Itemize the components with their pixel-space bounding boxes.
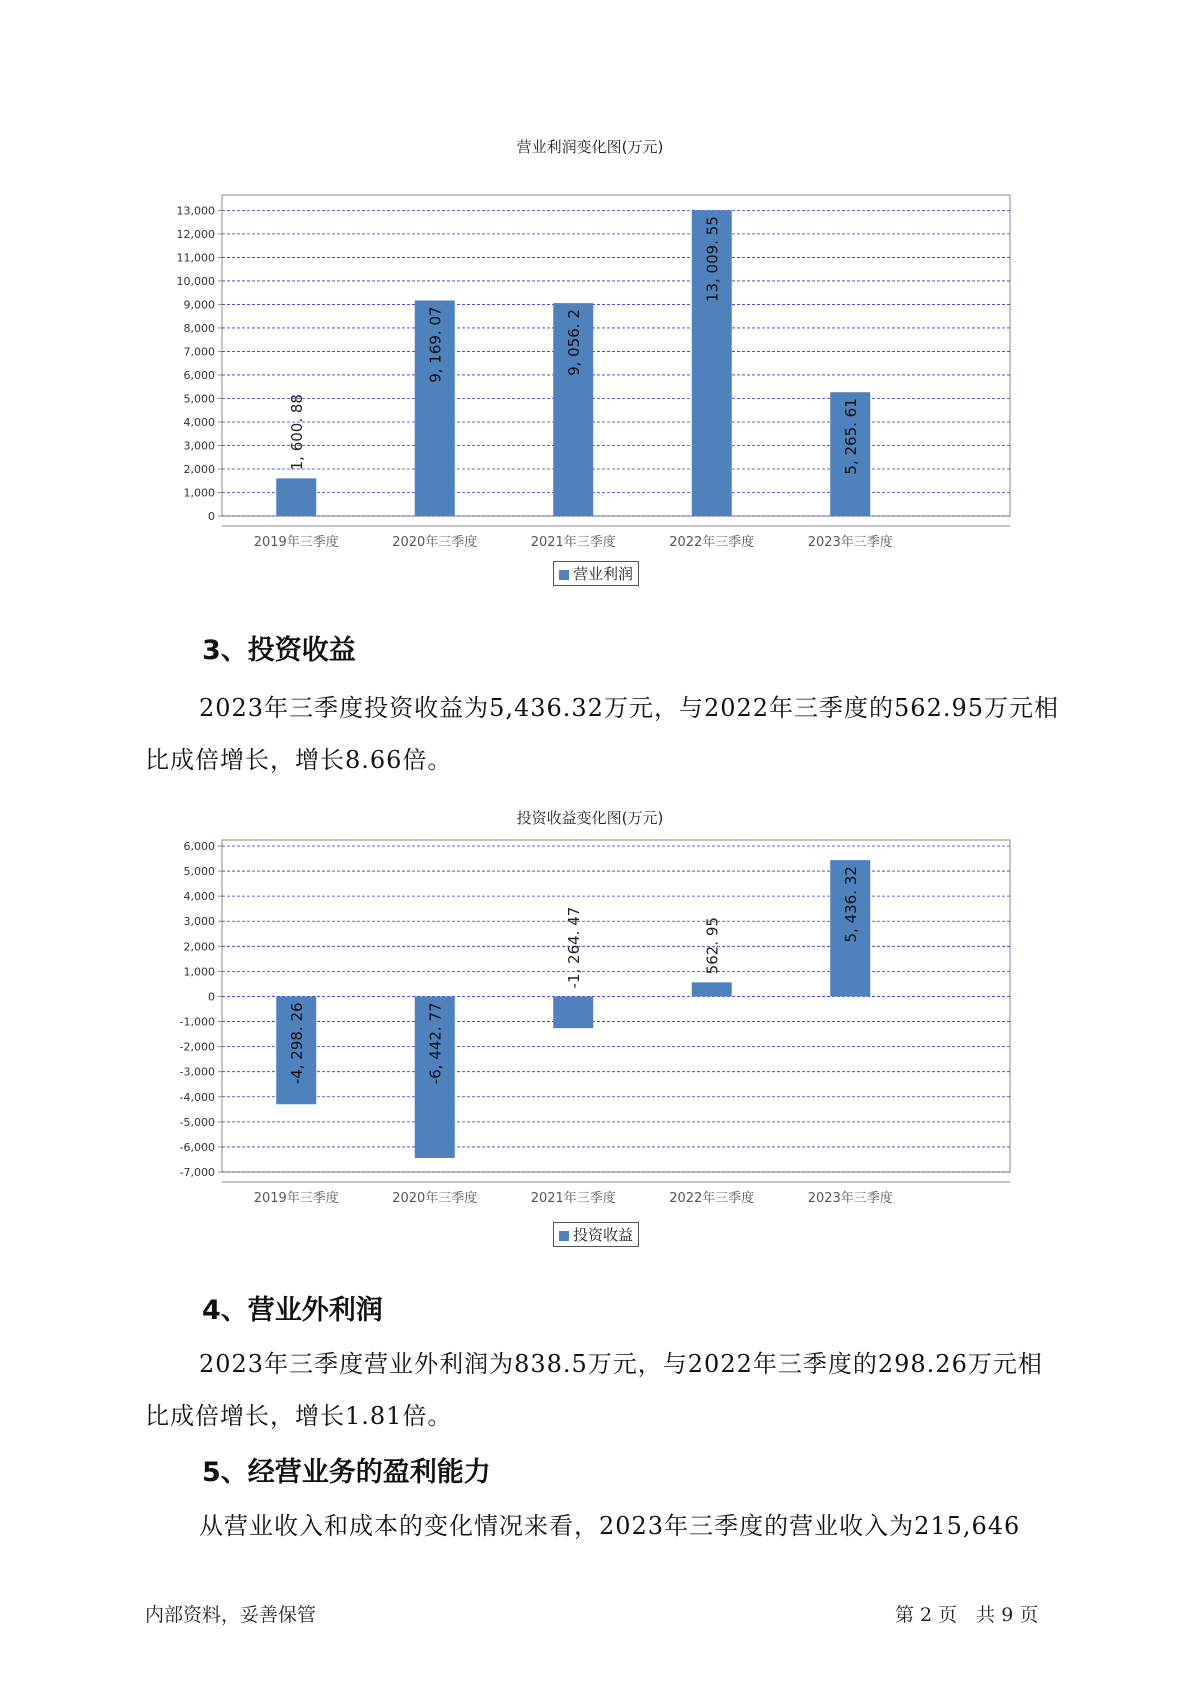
x-category-label: 2023年三季度: [807, 535, 893, 550]
y-tick-label: -5,000: [179, 1115, 215, 1129]
para-profitability: 从营业收入和成本的变化情况来看，2023年三季度的营业收入为215,646: [199, 1512, 1021, 1540]
invest-chart-title: 投资收益变化图(万元): [516, 809, 664, 827]
y-tick-label: -6,000: [179, 1140, 215, 1154]
y-tick-label: -2,000: [179, 1040, 215, 1054]
heading-profitability: 5、经营业务的盈利能力: [202, 1457, 491, 1488]
y-tick-label: 8,000: [183, 321, 215, 335]
y-tick-label: 10,000: [176, 274, 215, 288]
invest-legend-label: 投资收益: [573, 1226, 634, 1244]
bar-value-label: -1, 264. 47: [565, 906, 584, 989]
y-tick-label: -7,000: [179, 1166, 215, 1179]
y-tick-label: -1,000: [179, 1015, 215, 1029]
profit-chart-title: 营业利润变化图(万元): [516, 138, 664, 156]
x-category-label: 2020年三季度: [392, 535, 478, 550]
y-tick-label: 3,000: [183, 439, 215, 453]
x-category-label: 2022年三季度: [669, 1191, 755, 1206]
y-tick-label: 12,000: [176, 227, 215, 241]
bar: [553, 996, 593, 1028]
x-category-label: 2022年三季度: [669, 535, 755, 550]
bar: [692, 982, 732, 996]
y-tick-label: 3,000: [183, 915, 215, 929]
bar-value-label: 5, 265. 61: [842, 398, 861, 475]
bar-value-label: 5, 436. 32: [842, 866, 861, 943]
legend-swatch: [559, 1231, 569, 1241]
para-investment-income: 2023年三季度投资收益为5,436.32万元，与2022年三季度的562.95万元相比成倍增长，增长8.66倍。: [145, 694, 1060, 774]
y-tick-label: 7,000: [183, 345, 215, 359]
y-tick-label: 4,000: [183, 890, 215, 904]
y-tick-label: -3,000: [179, 1065, 215, 1079]
heading-investment-income: 3、投资收益: [202, 635, 356, 666]
y-tick-label: 6,000: [183, 368, 215, 382]
x-category-label: 2021年三季度: [530, 535, 616, 550]
bar-value-label: 9, 169. 07: [426, 306, 445, 383]
bar-value-label: -6, 442. 77: [426, 1002, 445, 1085]
y-tick-label: 0: [208, 510, 215, 523]
y-tick-label: 4,000: [183, 415, 215, 429]
x-category-label: 2019年三季度: [253, 1191, 339, 1206]
bar-value-label: -4, 298. 26: [288, 1002, 307, 1085]
x-category-label: 2020年三季度: [392, 1191, 478, 1206]
y-tick-label: -4,000: [179, 1090, 215, 1104]
y-tick-label: 13,000: [176, 204, 215, 218]
plot-area: [222, 840, 1010, 1172]
x-category-label: 2023年三季度: [807, 1191, 893, 1206]
y-tick-label: 0: [208, 990, 215, 1004]
x-category-label: 2019年三季度: [253, 535, 339, 550]
y-tick-label: 1,000: [183, 965, 215, 979]
y-tick-label: 2,000: [183, 462, 215, 476]
y-tick-label: 9,000: [183, 298, 215, 312]
y-tick-label: 1,000: [183, 486, 215, 500]
heading-non-operating-profit: 4、营业外利润: [202, 1295, 383, 1326]
y-tick-label: 5,000: [183, 865, 215, 879]
bar-value-label: 562. 95: [703, 917, 722, 975]
bar-value-label: 13, 009. 55: [703, 216, 722, 303]
footer-confidential: 内部资料，妥善保管: [145, 1604, 317, 1626]
y-tick-label: 5,000: [183, 392, 215, 406]
bar-value-label: 9, 056. 2: [565, 309, 584, 376]
profit-legend-label: 营业利润: [573, 565, 634, 583]
para-non-operating-profit: 2023年三季度营业外利润为838.5万元，与2022年三季度的298.26万元相比成倍增长，增长1.81倍。: [145, 1350, 1043, 1430]
y-tick-label: 11,000: [176, 251, 215, 265]
footer-page-number: 第 2 页 共 9 页: [895, 1604, 1039, 1626]
y-tick-label: 6,000: [183, 840, 215, 853]
invest-legend: [553, 1222, 639, 1247]
x-category-label: 2021年三季度: [530, 1191, 616, 1206]
y-tick-label: 2,000: [183, 940, 215, 954]
bar-value-label: 1, 600. 88: [288, 394, 307, 471]
